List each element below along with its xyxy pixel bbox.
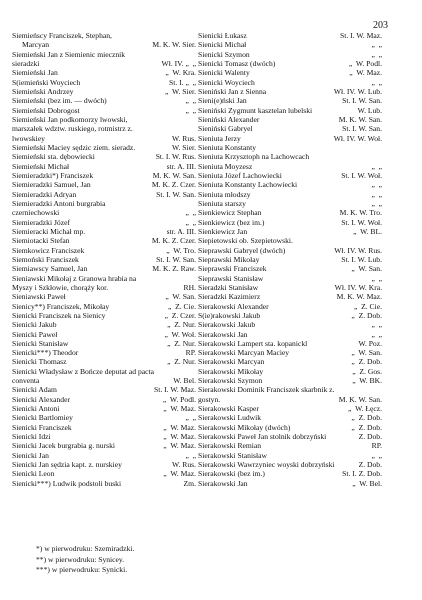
- index-entry: [12, 404, 198, 413]
- entry-code: St. I. „ „: [169, 77, 196, 87]
- index-entry: [198, 367, 384, 376]
- entry-name: Sienicki Jan: [12, 450, 49, 460]
- entry-code: „ „: [371, 329, 382, 339]
- entry-code: M. K. Z. Czer.: [151, 180, 196, 190]
- entry-code: „ Z. Dob.: [351, 422, 382, 432]
- index-entry: [198, 432, 384, 441]
- entry-name: Sierakowski Dominik Franciszek skarbnik z. gostyn.: [198, 385, 335, 404]
- entry-name: Sienicki Szymon: [198, 49, 250, 59]
- entry-name: Sienicki***) Theodor: [12, 348, 79, 358]
- entry-code: RH.: [183, 282, 196, 292]
- index-entry: [12, 68, 198, 77]
- index-entry: [12, 115, 198, 143]
- entry-name: Sienkiewicz Jan: [198, 226, 248, 236]
- entry-code: „ „: [185, 208, 196, 218]
- entry-name: Sienicki Jan sędzia kapt. z. nurskiey: [12, 460, 122, 470]
- entry-name: Sierakowski Szymon: [198, 376, 263, 386]
- entry-name: Sienicki Antoni: [12, 404, 60, 414]
- index-entry: [12, 152, 198, 161]
- entry-code: RP.: [185, 348, 196, 358]
- entry-name: Sierakowski Lampert sta. kopanickl: [198, 338, 308, 348]
- entry-code: St. I. W. San.: [156, 189, 196, 199]
- entry-name: Sieniuta młodszy: [198, 189, 251, 199]
- entry-name: Siemiotacki Stefan: [12, 236, 70, 246]
- entry-name: Siemieński Jan podkomorzy lwowski, marszałek wdztw. ruskiego, rotmistrz z. lwowskiey: [12, 114, 133, 143]
- entry-name: Siemieński Dobrogost: [12, 105, 80, 115]
- entry-name: Sieprawski Gabryel (dwóch): [198, 245, 286, 255]
- index-entry: [12, 395, 198, 404]
- entry-code: „ W. San.: [351, 264, 382, 274]
- entry-code: Wł. IV. „ „: [161, 58, 196, 68]
- index-entry: [198, 385, 384, 404]
- entry-code: Wł. IV. W. Kra.: [334, 282, 382, 292]
- index-entry: [198, 78, 384, 87]
- index-entry: [198, 106, 384, 115]
- index-entry: [12, 320, 198, 329]
- entry-name: Sierakowski Jan: [198, 329, 248, 339]
- index-entry: [198, 50, 384, 59]
- index-entry: [12, 227, 198, 236]
- entry-code: „ W. Łęcz.: [348, 404, 382, 414]
- entry-code: „ „: [371, 198, 382, 208]
- entry-code: Wł. IV. W. Lub.: [333, 86, 382, 96]
- entry-code: „ Z. Cie.: [353, 301, 382, 311]
- entry-code: „ „: [185, 413, 196, 423]
- entry-code: St. I. W. San.: [342, 96, 382, 106]
- index-entry: [198, 152, 384, 161]
- entry-code: „ „: [185, 105, 196, 115]
- entry-name: Sienicki Thomasz: [12, 357, 67, 367]
- entry-code: W. Lub.: [357, 105, 382, 115]
- entry-code: St. I. W. Maz.: [154, 385, 196, 395]
- index-entry: [198, 87, 384, 96]
- entry-code: str. A. III.: [166, 226, 196, 236]
- entry-name: Sieniński Alexander: [198, 114, 260, 124]
- entry-name: Sierakowski Paweł Jan stolnik dobrzyński: [198, 432, 327, 442]
- entry-name: S(iemieński Woyciech: [12, 77, 81, 87]
- footnote: ***) w pierwodruku: Synicki.: [36, 565, 128, 574]
- entry-code: Zm.: [183, 478, 196, 488]
- entry-code: „ W. Maz.: [163, 441, 196, 451]
- index-entry: [12, 413, 198, 422]
- index-entry: [198, 423, 384, 432]
- index-entry: [198, 292, 384, 301]
- entry-name: Siemieracki Michał mp.: [12, 226, 86, 236]
- index-entry: [12, 385, 198, 394]
- entry-code: „ W. San.: [351, 348, 382, 358]
- index-entry: [198, 357, 384, 366]
- entry-code: „ Z. Dob.: [351, 413, 382, 423]
- entry-name: Sienicki***) Ludwik podstoli buski: [12, 478, 122, 488]
- index-entry: [198, 376, 384, 385]
- index-entry: [198, 320, 384, 329]
- entry-name: Sieradzki Kazimierz: [198, 292, 261, 302]
- entry-name: Siemiawscy Samuel, Jan: [12, 264, 88, 274]
- entry-name: Sieniuta Konstanty: [198, 142, 257, 152]
- entry-name: Sieniuta Józef Lachowiecki: [198, 170, 282, 180]
- index-entry: [198, 441, 384, 450]
- entry-name: Siemieński Maciey sędzic ziem. sieradz.: [12, 142, 136, 152]
- index-entry: [198, 460, 384, 469]
- entry-name: Sienicki Paweł: [12, 329, 58, 339]
- index-entry: [12, 171, 198, 180]
- entry-code: „ „: [371, 273, 382, 283]
- entry-name: Sienicki Franciszek na Sienicy: [12, 310, 106, 320]
- entry-code: Wł. IV. W. Rus.: [334, 245, 382, 255]
- entry-name: Sienicki Adam: [12, 385, 57, 395]
- entry-name: Sienkiewicz (bez im.): [198, 217, 265, 227]
- index-entry: [12, 31, 198, 40]
- index-entry: [12, 469, 198, 478]
- entry-name: Sieniawski Paweł: [12, 292, 66, 302]
- index-entry: [12, 255, 198, 264]
- index-entry: [198, 264, 384, 273]
- entry-name: Sierakowski (bez im.): [198, 469, 265, 479]
- index-entry: [198, 413, 384, 422]
- footnote: **) w pierwodruku: Synicey.: [36, 554, 125, 564]
- entry-name: Sierakowski Jakub: [198, 320, 256, 330]
- index-entry: [198, 115, 384, 124]
- entry-code: M. K. W. Sier.: [152, 40, 196, 50]
- entry-name: Sienicki Woyciech: [198, 77, 255, 87]
- index-entry: [12, 143, 198, 152]
- entry-name: Sieprawski Mikołay: [198, 254, 260, 264]
- entry-code: „ Z. Gos.: [352, 366, 382, 376]
- entry-code: „ W. Kra.: [165, 68, 196, 78]
- entry-name: Siemieńscy Franciszek, Stephan,: [12, 31, 112, 40]
- entry-name: Sienkiewicz Stephan: [198, 208, 262, 218]
- entry-code: „ Z. Czer.: [164, 310, 196, 320]
- entry-code: RP.: [371, 441, 382, 451]
- index-entry: [12, 106, 198, 115]
- entry-code: M. K. W. Tro.: [339, 208, 382, 218]
- entry-name: Sienicki Idzi: [12, 432, 51, 442]
- index-entry: [198, 236, 384, 245]
- index-entry: [198, 171, 384, 180]
- entry-name: Sieradzki Stanisław: [198, 282, 259, 292]
- entry-name: Sierakowski Kasper: [198, 404, 259, 414]
- index-entry: [198, 479, 384, 488]
- index-entry: [12, 190, 198, 199]
- entry-name: Sieniuta Konstanty Lachowiecki: [198, 180, 298, 190]
- entry-name: Siemoński Franciszek: [12, 254, 79, 264]
- entry-code: St. I. W. San.: [156, 254, 196, 264]
- entry-name: Sieniuta Krzysztoph na Lachowcach: [198, 152, 310, 162]
- entry-code: St. I. W. San.: [342, 124, 382, 134]
- entry-name: Sienicki Władysław z Bończe deputat ad pacta conventa: [12, 366, 154, 386]
- index-entry: [198, 469, 384, 478]
- entry-name: Sieniawski Mikołaj z Granowa hrabia na Myszy i Szkłowie, chorąży kor.: [12, 273, 137, 292]
- entry-code: „ Z. Cie.: [167, 301, 196, 311]
- entry-code: „ „: [371, 77, 382, 87]
- entry-code: „ „: [185, 96, 196, 106]
- entry-name: Sieprawski Franciszek: [198, 264, 267, 274]
- index-entry: [198, 255, 384, 264]
- entry-name: Sieniński Zygmunt kasztelan lubelski: [198, 105, 313, 115]
- entry-name: Sienicki Michał: [198, 40, 247, 50]
- index-entry: [12, 292, 198, 301]
- entry-name: Siemieradzki Adryan: [12, 189, 77, 199]
- entry-code: „ „: [371, 189, 382, 199]
- entry-name: Sienicy**) Franciszek, Mikołay: [12, 301, 110, 311]
- index-entry: [12, 460, 198, 469]
- entry-code: „ Z. Nur.: [167, 320, 196, 330]
- entry-code: „ W. Maz.: [163, 422, 196, 432]
- entry-code: „ W. Woł.: [164, 329, 196, 339]
- index-entry: [12, 199, 198, 218]
- footnotes: [36, 544, 206, 576]
- entry-code: „ „: [371, 49, 382, 59]
- entry-code: „ „: [371, 450, 382, 460]
- entry-code: M. K. W. San.: [338, 394, 382, 404]
- index-entry: [198, 124, 384, 133]
- index-entry: [198, 143, 384, 152]
- entry-name: Sienicki Stanisław: [12, 338, 69, 348]
- entry-name: Sieniński Jan z Sienna: [198, 86, 267, 96]
- entry-name: Sierakowski Stanisław: [198, 450, 267, 460]
- entry-code: „ Z. Nur.: [167, 338, 196, 348]
- entry-name: Siemieradzki*) Franciszek: [12, 170, 94, 180]
- entry-code: „ „: [185, 450, 196, 460]
- entry-code: St. I. W. Woł.: [341, 217, 382, 227]
- entry-name: Sierakowski Wawrzyniec woyski dobrzyński: [198, 460, 335, 470]
- entry-code: „ W. Tro.: [166, 245, 196, 255]
- entry-name: Sienicki Tomasz (dwóch): [198, 58, 276, 68]
- index-entry: [198, 246, 384, 255]
- left-column: [12, 31, 198, 488]
- index-entry: [198, 348, 384, 357]
- index-entry: [12, 339, 198, 348]
- index-entry: [12, 367, 198, 386]
- index-entry: [12, 96, 198, 105]
- entry-code: M. K. W. San.: [338, 114, 382, 124]
- index-entry: [12, 264, 198, 273]
- entry-code: M. K. W. Maz.: [336, 292, 382, 302]
- index-entry: [12, 330, 198, 339]
- entry-name: Sieniuta Moyzesz: [198, 161, 253, 171]
- entry-name: Sieni(e)ński Jan: [198, 96, 247, 106]
- index-entry: [198, 134, 384, 143]
- entry-code: „ W. Sier.: [164, 86, 196, 96]
- entry-code: „ W. Podl.: [162, 394, 196, 404]
- index-entry: [12, 87, 198, 96]
- entry-code: „ „: [371, 180, 382, 190]
- entry-code: „ W. BL.: [353, 226, 382, 236]
- entry-name: Siemieński Jan z Siemienic miecznik sieradzki: [12, 49, 126, 68]
- entry-name: Sieprawski Stanisław: [198, 273, 264, 283]
- entry-name: Siemieński sta. dębowiecki: [12, 152, 95, 162]
- index-entry: [198, 40, 384, 49]
- right-column: [198, 31, 384, 488]
- entry-name: Sierakowski Ludwik: [198, 413, 262, 423]
- entry-code: M. K. Z. Raw.: [152, 264, 196, 274]
- page-number: 203: [373, 20, 388, 31]
- index-entry: [12, 432, 198, 441]
- index-entry: [12, 78, 198, 87]
- index-entry: [12, 451, 198, 460]
- entry-name: Siepietowski ob. Szepietowski.: [198, 236, 293, 246]
- entry-code: str. A. III.: [166, 161, 196, 171]
- entry-code: Z. Dob.: [358, 432, 382, 442]
- index-entry: [198, 283, 384, 292]
- index-entry: [198, 208, 384, 217]
- entry-name: Sienicki Bartlomiey: [12, 413, 73, 423]
- index-entry: [198, 339, 384, 348]
- entry-name: Sieniński Gabryel: [198, 124, 253, 134]
- entry-name: Marcyan: [22, 40, 49, 50]
- entry-code: „ W. Maz.: [163, 404, 196, 414]
- entry-code: W. Bel.: [173, 376, 196, 386]
- index-entry: [12, 162, 198, 171]
- index-entry: [198, 31, 384, 40]
- index-entry: [198, 190, 384, 199]
- index-entry: [198, 199, 384, 208]
- index-entry: [12, 246, 198, 255]
- entry-code: St. I. Z. Dob.: [342, 469, 382, 479]
- entry-code: „ Z. Dob.: [351, 310, 382, 320]
- entry-code: Z. Dob.: [358, 460, 382, 470]
- index-entry: [198, 311, 384, 320]
- entry-name: Sieniuta starszy: [198, 198, 246, 208]
- entry-name: Sienicki Łukasz: [198, 31, 247, 40]
- entry-name: Siemieński Michał: [12, 161, 70, 171]
- index-entry: [198, 274, 384, 283]
- entry-code: „ Z. Dob.: [351, 357, 382, 367]
- entry-name: Siemieradzki Antoni burgrabia czerniechowski: [12, 198, 106, 218]
- entry-name: Sienicki Walenty: [198, 68, 250, 78]
- index-entry: [12, 348, 198, 357]
- index-entry: [12, 50, 198, 69]
- index-entry: [198, 68, 384, 77]
- entry-code: „ „: [185, 217, 196, 227]
- entry-code: St. I. W. Rus.: [155, 152, 196, 162]
- entry-code: W. Poz.: [358, 338, 382, 348]
- entry-code: „ W. Maz.: [163, 469, 196, 479]
- index-entry: [198, 227, 384, 236]
- entry-name: Sierakowski Marcyan Maciey: [198, 348, 290, 358]
- index-entry: [12, 236, 198, 245]
- entry-name: Siemkowicz Franciszek: [12, 245, 85, 255]
- entry-name: Sierakowski Mikołay (dwóch): [198, 422, 291, 432]
- entry-code: M. K. W. San.: [152, 170, 196, 180]
- index-entry: [198, 302, 384, 311]
- index-entry: [12, 479, 198, 488]
- entry-name: Sienicki Franciszek: [12, 422, 72, 432]
- index-entry: [198, 404, 384, 413]
- entry-name: Siemieński (bez im. — dwóch): [12, 96, 107, 106]
- index-entry: [198, 218, 384, 227]
- entry-code: „ „: [371, 161, 382, 171]
- entry-code: „ „: [371, 40, 382, 50]
- entry-name: Sierakowski Marcyan: [198, 357, 265, 367]
- entry-name: Siemieński Jan: [12, 68, 58, 78]
- index-entry: [198, 451, 384, 460]
- index-entry: [12, 302, 198, 311]
- entry-code: „ W. Maz.: [349, 68, 382, 78]
- index-entry: [198, 330, 384, 339]
- entry-name: Sienicki Jakub: [12, 320, 57, 330]
- entry-code: St. I. W. Lub.: [341, 254, 382, 264]
- entry-code: „ W. Bel.: [352, 478, 382, 488]
- entry-code: W. Rus.: [172, 133, 196, 143]
- index-entry: [198, 59, 384, 68]
- index-entry: [12, 311, 198, 320]
- index-entry: [12, 274, 198, 293]
- entry-code: „ „: [371, 320, 382, 330]
- index-entry: [198, 96, 384, 105]
- entry-code: „ W. Maz.: [163, 432, 196, 442]
- entry-name: Siemieński Andrzey: [12, 86, 74, 96]
- entry-name: Siemieradzki Samuel, Jan: [12, 180, 91, 190]
- index-entry: [12, 357, 198, 366]
- entry-code: M. K. Z. Czer.: [151, 236, 196, 246]
- entry-name: Sienicki Alexander: [12, 394, 70, 404]
- entry-code: W. Sier.: [172, 142, 196, 152]
- entry-code: St. I. W. Maz.: [340, 31, 382, 40]
- entry-code: W. Rus.: [172, 460, 196, 470]
- entry-name: Sierakowski Remian: [198, 441, 262, 451]
- entry-name: Sierakowski Jan: [198, 478, 248, 488]
- entry-code: Wł. IV. W. Woł.: [333, 133, 382, 143]
- index-entry: [12, 40, 198, 49]
- index-entry: [12, 218, 198, 227]
- entry-name: Sierakowski Mikołay: [198, 366, 264, 376]
- entry-name: Sienicki Jacek burgrabia g. nurski: [12, 441, 115, 451]
- entry-code: St. I. W. Woł.: [341, 170, 382, 180]
- entry-name: Siemieradzki Józef: [12, 217, 70, 227]
- footnote: *) w pierwodruku: Szemiradzki.: [36, 544, 135, 553]
- index-entry: [12, 180, 198, 189]
- entry-code: „ Z. Nur.: [167, 357, 196, 367]
- entry-code: „ W. San.: [165, 292, 196, 302]
- entry-name: Sieniuta Jerzy: [198, 133, 241, 143]
- index-entry: [198, 180, 384, 189]
- index-entry: [12, 441, 198, 450]
- entry-code: „ W. Podl.: [348, 58, 382, 68]
- index-entry: [12, 423, 198, 432]
- entry-code: „ W. BK.: [352, 376, 382, 386]
- entry-name: Sierakowski Alexander: [198, 301, 269, 311]
- entry-name: Sienicki Leon: [12, 469, 55, 479]
- entry-name: S(ie)rakowski Jakub: [198, 310, 261, 320]
- index-entry: [198, 162, 384, 171]
